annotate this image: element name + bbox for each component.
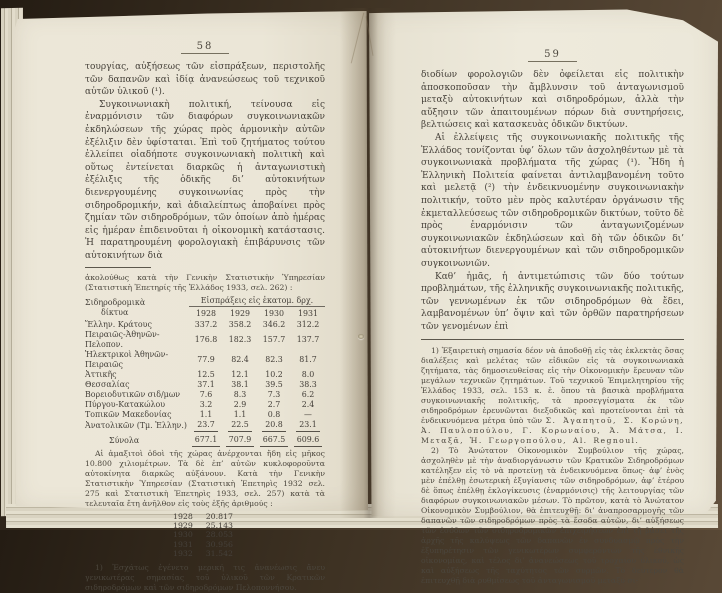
underlined-value: 23.1 [296, 420, 320, 432]
cell-1928: 337.2 [194, 319, 218, 329]
car-year: 1931 [173, 539, 193, 549]
year-header: 1928 [195, 308, 217, 318]
underlined-value: 22.5 [228, 420, 252, 432]
cell-1929: 182.3 [228, 334, 252, 344]
network-name: Πειραιῶς-Ἀθηνῶν-Πελοπον. [85, 329, 160, 349]
cell-1930: 2.7 [267, 399, 281, 409]
cell-1929: 82.4 [231, 354, 249, 364]
body-paragraph: Συγκοινωνιακὴ πολιτική, τείνουσα εἰς ἐναρμόνισιν τῶν διαφόρων συγκοινωνιακῶν ἐκδηλώσεων τῆς χώρας πρὸς ἁρμονικὴν αὐτῶν ἐξέλιξιν δὲν ὑφίσταται. Ἐπὶ τοῦ ζητήματος τούτου ἐλλείπει οἱαδήποτε συγκοινωνιακὴ πολιτικὴ καὶ οὕτως ἐντείνεται διαρκῶς ἡ ἀνταγωνιστικὴ ἐξέλιξις τῆς ὁδικῆς δι’ αὐτοκινήτων διενεργουμένης συγκοινωνίας πρὸς τὴν σιδηροδρομικήν, καὶ ἀδιαλείπτως ἀποβαίνει πρὸς ζημίαν τῶν σιδηροδρόμων, τῶν ὁποίων ἀπὸ ἡμέρας εἰς ἡμέραν ἐπιδεινοῦται ἡ οἰκονομικὴ κατάστασις. Ἡ παρατηρουμένη φορολογιακὴ ἐπιβάρυνσις τῶν αὐτοκινήτων διὰ [85, 99, 325, 261]
car-count-item [173, 521, 233, 530]
car-count-item [173, 540, 233, 549]
page-59-content [421, 42, 684, 586]
footnote-1 [421, 346, 684, 446]
binding-stitch-hole [358, 334, 364, 339]
table-row [85, 410, 325, 420]
table-row [85, 330, 325, 350]
cell-1928: 77.9 [197, 354, 215, 364]
cell-1931: — [304, 409, 312, 419]
cell-1928 [189, 420, 223, 432]
table-row [85, 400, 325, 410]
cell-1929: 358.2 [228, 319, 252, 329]
cell-1929: 8.3 [233, 389, 247, 399]
cell-1928: 12.5 [197, 369, 215, 379]
cell-1931: 312.2 [296, 319, 320, 329]
car-count: 25.143 [205, 520, 233, 530]
network-name: Πύργου-Κατακώλου [85, 399, 166, 409]
car-count: 20.817 [205, 511, 233, 521]
page-58-content [85, 34, 325, 593]
cell-1931: 8.0 [301, 369, 315, 379]
network-name: Τοπικῶν Μακεδονίας [85, 409, 172, 419]
total-1930 [257, 432, 291, 447]
header-line1: Σιδηροδρομικὰ [85, 297, 146, 307]
cell-1931: 6.2 [301, 389, 315, 399]
page-number-58 [85, 34, 325, 54]
body-paragraph: Καθ’ ἡμᾶς, ἡ ἀντιμετώπισις τῶν δύο τούτων προβλημάτων, τῆς ἑλληνικῆς συγκοινωνιακῆς πολιτικῆς, τῶν γεννωμένων ἐκ τῶν σιδηροδρόμων θὰ ἔδει, λαμβανομένων ὑπ’ ὄψιν καὶ τῶν ὀρθῶν παρατηρήσεων τῶν γενομένων ἐπὶ [421, 271, 684, 332]
table-corner-header [85, 296, 189, 320]
underlined-total: 667.5 [260, 435, 289, 447]
body-paragraph: διοδίων φορολογιῶν δὲν ὀφείλεται εἰς πολιτικὴν ἀποσκοποῦσαν τὴν ἄμβλυνσιν τοῦ ἀνταγωνισμοῦ μεταξὺ αὐτοκινήτων καὶ σιδηροδρόμων, ἀλλὰ τὴν αὔξησιν τῶν ἀπαιτουμένων πόρων διὰ συντηρήσεις, βελτιώσεις καὶ κατασκευὰς ὁδικῶν δικτύων. [421, 70, 684, 131]
body-paragraph: τουργίας, αὐξήσεως τῶν εἰσπράξεων, περιστολῆς τῶν δαπανῶν καὶ ἰδίᾳ ἀνανεώσεως τοῦ τεχνικοῦ αὐτῶν ὑλικοῦ (¹). [85, 62, 325, 98]
car-year: 1929 [173, 520, 193, 530]
table-row [85, 390, 325, 400]
cell-1929: 38.1 [231, 379, 249, 389]
cell-1930: 82.3 [265, 354, 283, 364]
footnote-separator [85, 267, 151, 268]
table-row [85, 370, 325, 380]
car-count-item [173, 549, 233, 558]
cell-1930: 7.3 [267, 389, 281, 399]
totals-label: Σύνολα [109, 435, 140, 445]
table-row [85, 380, 325, 390]
network-name: Θεσσαλίας [85, 379, 130, 389]
year-header: 1931 [297, 308, 319, 318]
car-year: 1930 [173, 530, 193, 540]
car-count: 31.542 [205, 549, 233, 559]
cell-1930: 10.2 [265, 369, 283, 379]
car-year: 1932 [173, 549, 193, 559]
network-name: Ἕλλην. Κράτους [85, 319, 152, 329]
table-totals-row [85, 432, 325, 447]
page-number-59 [421, 42, 684, 62]
footnote-1-text: 1) Ἐξαιρετικὴ σημασία δέον νὰ ἀποδοθῇ εἰς τὰς ἐκλεκτὰς ὅσας διαλέξεις καὶ μελέτας τῶν εἰδικῶν εἰς τὰ συγκοινωνιακὰ ζητήματα, τὰς δημοσιευθείσας εἰς τὴν Οἰκονομικὴν ἔρευναν τῶν μεγάλων τεχνικῶν ζητημάτων. Τοῦ τεχνικοῦ Ἐπιμελητηρίου τῆς Ἑλλάδος 1933, σελ. 153 κ. ἑ. ὅπου τὰ βασικὰ προβλήματα συγκοινωνιακῆς πολιτικῆς, τὰ προσεγγίσματα ἐκ τῶν σιδηροδρόμων ἐρευνῶνται διεξοδικῶς καὶ προτείνονται ἐπὶ τὰ ἐνδεικνυόμενα μέτρα ὑπὸ τῶν [421, 346, 684, 426]
network-name: Βορειοδυτικῶν σιδ/μων [85, 389, 181, 399]
car-count-list [173, 512, 233, 559]
underlined-value: 20.8 [262, 420, 286, 432]
network-name: Ἠλεκτρικοὶ Ἀθηνῶν-Πειραιῶς [85, 349, 169, 369]
total-1928 [189, 432, 223, 447]
table-row [85, 320, 325, 330]
cell-1931: 38.3 [299, 379, 317, 389]
year-header: 1930 [263, 308, 285, 318]
network-name: Ἀττικῆς [85, 369, 117, 379]
car-count-item [173, 530, 233, 539]
table-row [85, 420, 325, 432]
cell-1929: 2.9 [233, 399, 247, 409]
cell-1931 [291, 420, 325, 432]
roads-footnote-paragraph: Αἱ ἁμαξιτοὶ ὁδοὶ τῆς χώρας ἀνέρχονται ἤδη εἰς μῆκος 10.800 χιλιομέτρων. Τὰ δὲ ἐπ’ αὐτῶν κυκλοφοροῦντα αὐτοκίνητα διαρκῶς αὐξάνουν. Κατὰ τὴν Γενικὴν Στατιστικὴν Ὑπηρεσίαν (Στατιστικὴ Ἐπετηρὶς 1932 σελ. 275 καὶ Στατιστικὴ Ἐπετηρὶς 1933, σελ. 257) κατὰ τὰ τελευταῖα ἔτη ἀνῆλθον εἰς τοὺς ἑξῆς ἀριθμούς : [85, 448, 325, 508]
cell-1930: 39.5 [265, 379, 283, 389]
underlined-value: 23.7 [194, 420, 218, 432]
cell-1929: 12.1 [231, 369, 249, 379]
year-header: 1929 [229, 308, 251, 318]
car-count-item [173, 512, 233, 521]
car-count: 30.956 [205, 539, 233, 549]
page-number-label: 58 [181, 41, 230, 54]
cell-1930: 0.8 [267, 409, 281, 419]
cell-1930: 346.2 [262, 319, 286, 329]
underlined-total: 677.1 [192, 435, 221, 447]
cell-1928: 7.6 [199, 389, 213, 399]
table-header-row [85, 296, 325, 307]
cell-1928: 37.1 [197, 379, 215, 389]
car-count: 28.053 [205, 530, 233, 540]
cell-1931: 2.4 [301, 399, 315, 409]
total-1929 [223, 432, 257, 447]
body-paragraph: Αἱ ἐλλείψεις τῆς συγκοινωνιακῆς πολιτικῆς τῆς Ἑλλάδος τονίζονται ὑφ’ ὅλων τῶν ἀσχοληθέντων μὲ τὰ συγκοινωνιακὰ προβλήματα τῆς χώρας (¹). Ἤδη ἡ Ἑλληνικὴ Πολιτεία φαίνεται ἀντιλαμβανομένη τοῦτο καὶ μελετᾷ (²) τὴν ἐνδεικνυομένην συγκοινωνιακὴν πολιτικήν, τοῦτο μὲν πρὸς καλυτέραν ὀργάνωσιν τῆς ἐκμεταλλεύσεως τῶν σιδηροδρομικῶν δικτύων, τοῦτο δὲ πρὸς ἐναρμόνισιν τῶν ἀνταγωνιζομένων συγκοινωνιακῶν ἐκδηλώσεων καὶ δὴ τῶν ὁδικῶν δι’ αὐτοκινήτων διενεργουμένων καὶ τῶν σιδηροδρομικῶν συγκοινωνιῶν. [421, 132, 684, 269]
cell-1928: 1.1 [199, 409, 213, 419]
cell-1929: 1.1 [233, 409, 247, 419]
total-1931 [291, 432, 325, 447]
cell-1928: 176.8 [194, 334, 218, 344]
table-row [85, 350, 325, 370]
footnote-separator [421, 339, 684, 340]
car-year: 1928 [173, 511, 193, 521]
cell-1930: 157.7 [262, 334, 286, 344]
footnote-2: 2) Τὸ Ἀνώτατον Οἰκονομικὸν Συμβούλιον τῆς χώρας, ἀσχοληθὲν μὲ τὴν ἀναδιοργάνωσιν τῶν Κρατικῶν Σιδηροδρόμων κατέληξεν εἰς τὸ νὰ προτείνῃ τὰ ἐνδεικνυόμενα ὅπως· ἀφ’ ἑνὸς μὲν ἐπέλθῃ ἐσωτερικὴ ἐξυγίανσις τῶν σιδηροδρόμων, ἀφ’ ἑτέρου δὲ ὅπως ἐπέλθῃ ἐκλογίκευσις (ἐναρμόνισις) τῆς λειτουργίας τῶν διαφόρων συγκοινωνιακῶν μέσων. Τὸ πρῶτον, κατὰ τὸ Ἀνώτατον Οἰκονομικὸν Συμβούλιον, θὰ ἐπιτευχθῇ: δι’ ἀναπροσαρμογῆς τῶν δαπανῶν τῶν σιδηροδρόμων πρὸς τὰ ἔσοδα αὐτῶν, δι’ αὐξήσεως τῶν ἐσόδων τῶν σιδηροδρομικῶν ἐπιχειρήσεων ἐπὶ τῇ βάσει τῆς ἀρχῆς τῆς καλύψεως τῶν δαπανῶν ἐν συνδυασμῷ πρὸς τὴν ἐξυπηρέτησιν τῶν γενικωτέρων συμφερόντων τῆς ἐθνικῆς οἰκονομίας, καὶ τέλος δι’ ἀνανεώσεως τοῦ τροχαίου ὑλικοῦ, ὡς καὶ αὐξήσεως τῆς ταχύτητος τῶν συρμῶν. Τὸ δεύτερον θὰ ἐπιτευχθῇ διὰ ρυθμίσεως τοῦ ἀνταγωνισμοῦ μεταξὺ σι- [421, 446, 684, 586]
underlined-total: 609.6 [294, 435, 323, 447]
underlined-total: 707.9 [226, 435, 255, 447]
cell-1929 [223, 420, 257, 432]
footnote-1: 1) Ἐσχάτως ἐγένετο μερική τις ἀνανέωσις ἄνευ γενικωτέρας σημασίας τοῦ ὑλικοῦ τῶν Κρατικῶν σιδηροδρόμων καὶ τῶν σιδηροδρόμων Πελοποννήσου. [85, 562, 325, 592]
footnote-1-author-names: Σ. Ἀγαπητοῦ, Σ. Κορώνη, Ἀ. Παυλοπούλου, Γ. Κορωναίου, Ἀ. Μάτσα, Ι. Μεταξᾶ, Ἡ. Γεωργοπούλου, Al. Regnoul. [421, 416, 684, 446]
page-number-label: 59 [528, 49, 577, 62]
table-span-header: Εἰσπράξεις εἰς ἑκατομ. δρχ. [189, 296, 325, 307]
cell-1931: 137.7 [296, 334, 320, 344]
footnote-continuation: ἀκολούθως κατὰ τὴν Γενικὴν Στατιστικὴν Ὑπηρεσίαν (Στατιστικὴ Ἐπετηρίς τῆς Ἑλλάδος 1933, σελ. 262) : [85, 272, 325, 292]
cell-1930 [257, 420, 291, 432]
railway-receipts-table [85, 296, 325, 447]
network-name: Ἀνατολικῶν (Τμ. Ἑλλην.) [85, 420, 187, 430]
cell-1931: 81.7 [299, 354, 317, 364]
header-line2: δίκτυα [101, 307, 129, 317]
cell-1928: 3.2 [199, 399, 213, 409]
